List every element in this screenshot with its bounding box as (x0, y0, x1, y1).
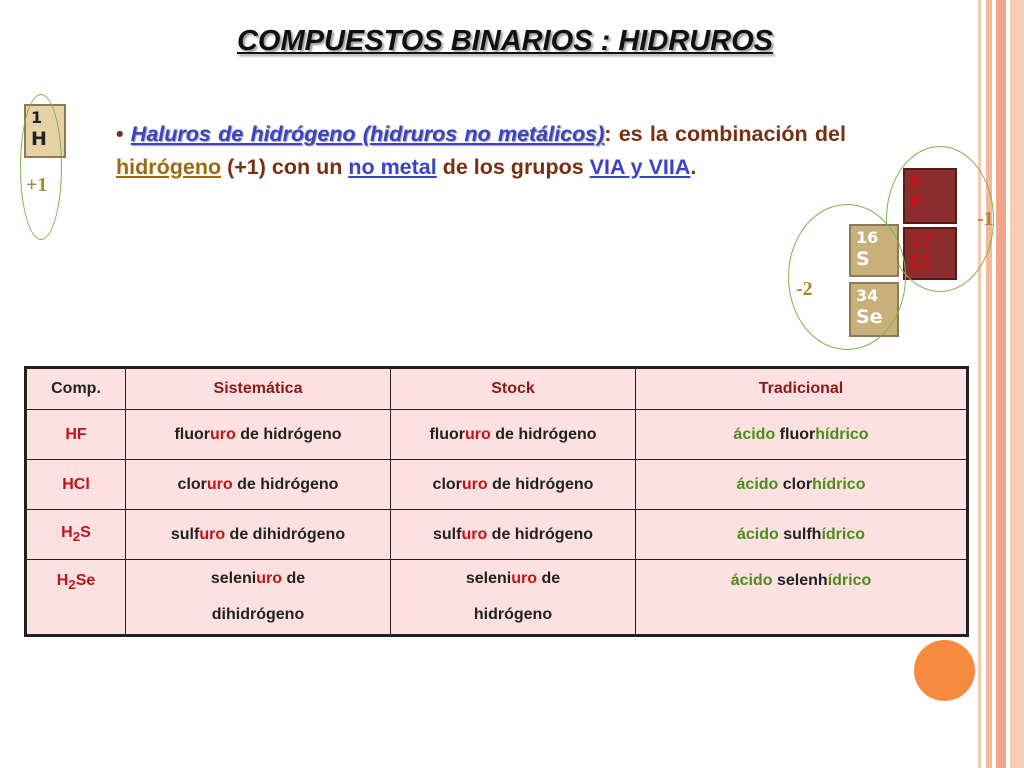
cell-comp: HCl (26, 460, 126, 510)
name-rest: de dihidrógeno (211, 570, 306, 623)
name-root: seleni (465, 570, 512, 587)
name-suffix: uro (511, 570, 537, 587)
slide-title: COMPUESTOS BINARIOS : HIDRUROS (236, 25, 773, 57)
cell-comp (26, 560, 126, 636)
element-symbol: F (910, 192, 923, 214)
cell-tradicional (636, 560, 968, 636)
formula-part: H (56, 572, 69, 589)
chalcogen-ellipse (788, 204, 906, 350)
table-row (26, 460, 968, 510)
formula-part: H (61, 524, 73, 542)
element-symbol: Se (856, 306, 883, 328)
acid-word: ácido (736, 475, 779, 493)
cell-tradicional (636, 460, 968, 510)
cell-sistematica (126, 460, 391, 510)
atomic-number: 9 (910, 172, 922, 191)
atomic-number: 16 (856, 228, 879, 247)
name-suffix: uro (256, 570, 282, 587)
name-root: sulfh (778, 525, 822, 543)
table-row (26, 510, 968, 560)
atomic-number: 34 (856, 286, 879, 305)
decor-stripe (986, 0, 992, 768)
name-root: sulf (432, 525, 462, 543)
cell-tradicional (636, 510, 968, 560)
acid-word: ácido (733, 425, 776, 443)
definition-bullet (116, 118, 846, 184)
name-suffix: ídrico (827, 572, 872, 589)
element-symbol: H (31, 128, 47, 150)
name-root: seleni (210, 570, 257, 587)
cell-stock (391, 560, 636, 636)
name-suffix: uro (209, 425, 236, 443)
name-rest: de hidrógeno (473, 570, 561, 623)
name-suffix: uro (199, 525, 226, 543)
oxidation-halogens: -1 (977, 208, 994, 230)
table-header-row (26, 368, 968, 410)
name-suffix: hídrico (812, 475, 866, 493)
table-row (26, 560, 968, 636)
atomic-number: 1 (31, 108, 43, 127)
hydride-nomenclature-table (24, 366, 969, 637)
bullet-text: de los grupos (436, 155, 590, 179)
formula-part: Se (75, 572, 96, 589)
name-root: fluor (174, 425, 210, 443)
cell-stock (391, 410, 636, 460)
decor-stripe (1010, 0, 1024, 768)
cell-stock (391, 510, 636, 560)
name-root: fluor (429, 425, 465, 443)
name-suffix: uro (464, 425, 491, 443)
name-root: clor (177, 475, 207, 493)
header-comp: Comp. (26, 368, 126, 410)
cell-comp (26, 510, 126, 560)
bullet-text: : es la combinación del (604, 122, 846, 146)
name-rest: de hidrógeno (232, 475, 339, 493)
name-root: fluor (775, 425, 816, 443)
name-rest: de dihidrógeno (225, 525, 346, 543)
name-rest: de hidrógeno (490, 425, 597, 443)
header-stock: Stock (391, 368, 636, 410)
element-symbol: Cl (910, 251, 931, 273)
decor-stripe (978, 0, 981, 768)
name-rest: de hidrógeno (235, 425, 342, 443)
cell-stock (391, 460, 636, 510)
link-no-metal[interactable]: no metal (348, 155, 437, 179)
atomic-number: 17 (910, 231, 933, 250)
name-root: clor (778, 475, 813, 493)
bullet-text: . (690, 155, 697, 179)
formula-subscript: 2 (72, 529, 81, 545)
header-tradicional: Tradicional (636, 368, 968, 410)
name-suffix: ídrico (821, 525, 866, 543)
formula-part: S (80, 524, 91, 542)
bullet-marker: • (116, 122, 124, 146)
name-root: clor (432, 475, 462, 493)
name-rest: de hidrógeno (487, 525, 593, 543)
name-root: sulf (170, 525, 200, 543)
cell-tradicional (636, 410, 968, 460)
oxidation-hydrogen: +1 (26, 174, 48, 196)
name-suffix: uro (461, 475, 488, 493)
link-hidrogeno[interactable]: hidrógeno (116, 155, 222, 179)
hydrogen-ellipse (20, 94, 62, 240)
term-haluros[interactable]: Haluros de hidrógeno (hidruros no metálicos) (130, 122, 605, 146)
cell-sistematica (126, 510, 391, 560)
orange-decor-circle (914, 640, 975, 701)
name-rest: de hidrógeno (487, 475, 594, 493)
bullet-text: (+1) con un (221, 155, 349, 179)
formula-subscript: 2 (68, 577, 76, 593)
cell-sistematica (126, 410, 391, 460)
name-suffix: uro (461, 525, 488, 543)
element-symbol: S (856, 248, 870, 270)
name-suffix: hídrico (815, 425, 869, 443)
acid-word: ácido (736, 525, 779, 543)
name-suffix: uro (206, 475, 233, 493)
acid-word: ácido (730, 572, 773, 589)
name-root: selenh (772, 572, 828, 589)
cell-comp: HF (26, 410, 126, 460)
table-row (26, 410, 968, 460)
decor-stripe (996, 0, 1006, 768)
oxidation-chalcogens: -2 (796, 278, 813, 300)
link-grupos[interactable]: VIA y VIIA (589, 155, 691, 179)
header-sistematica: Sistemática (126, 368, 391, 410)
cell-sistematica (126, 560, 391, 636)
